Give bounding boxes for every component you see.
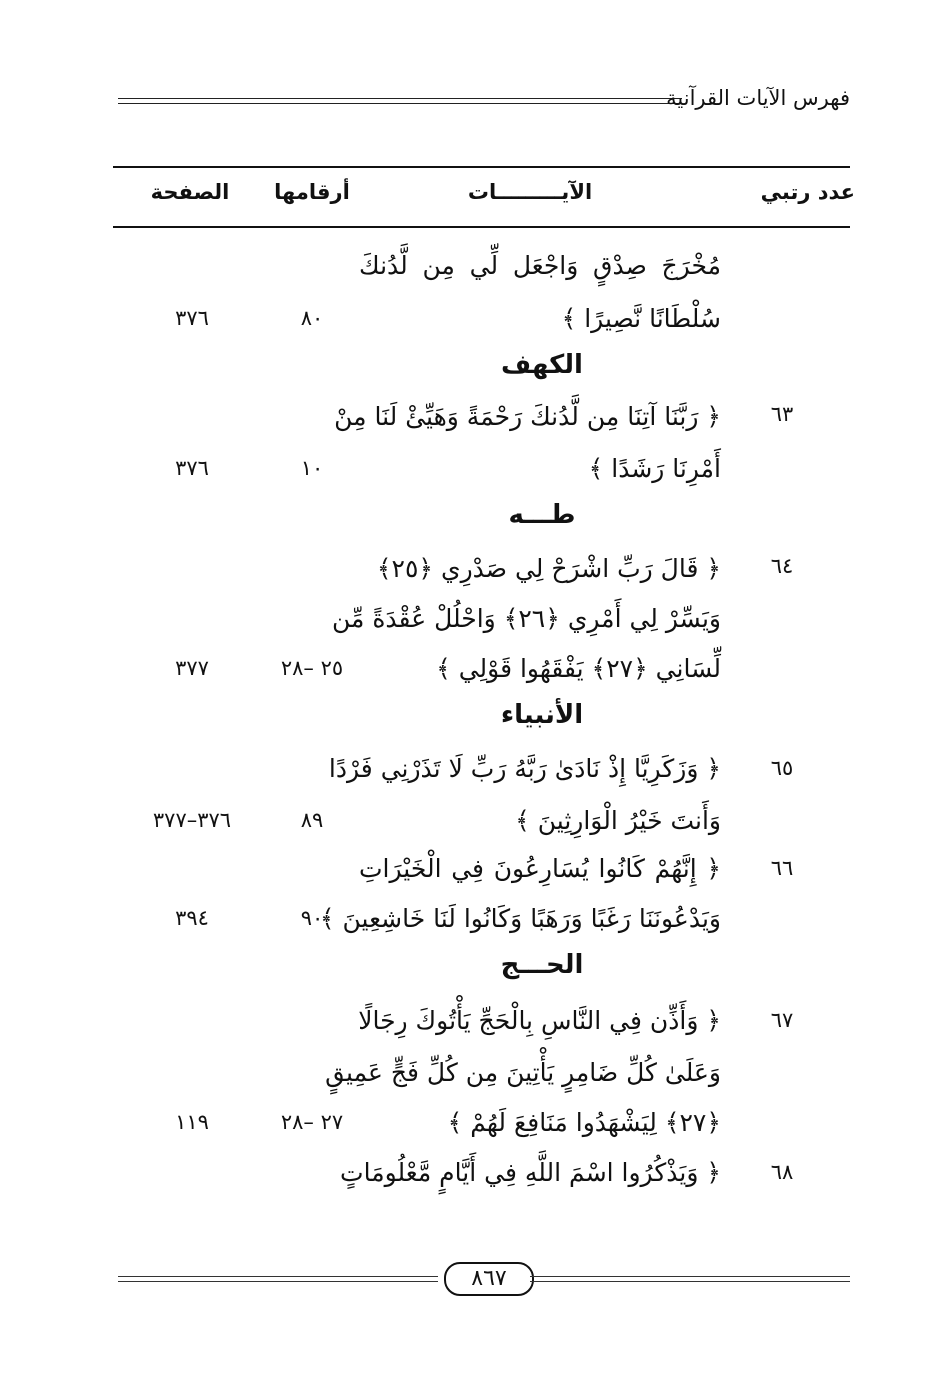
verse-line: ﴿ وَزَكَرِيَّا إِذْ نَادَىٰ رَبَّهُ رَبِّ لَا تَذَرْنِي فَرْدًا [328,754,721,783]
page-footer [118,1262,850,1302]
footer-rule-right [530,1276,850,1282]
page-cell: ٣٧٦ [175,306,209,330]
verse-numbers-cell: ٢٧ –٢٨ [280,1110,344,1134]
verse-numbers-cell: ٨٩ [300,808,324,832]
surah-heading: الأنبياء [500,700,584,730]
verse-line: ﴿ قَالَ رَبِّ اشْرَحْ لِي صَدْرِي ﴿٢٥﴾ [376,554,721,583]
surah-heading: طـــه [508,500,576,530]
footer-rule-left [118,1276,438,1282]
verse-line: وَيَسِّرْ لِي أَمْرِي ﴿٢٦﴾ وَاحْلُلْ عُقْدَةً مِّن [331,604,721,633]
column-header-number: عدد رتبي [760,180,855,204]
verse-line: ﴿ رَبَّنَا آتِنَا مِن لَّدُنكَ رَحْمَةً وَهَيِّئْ لَنَا مِنْ [334,402,721,431]
column-header-page: الصفحة [150,180,230,204]
verse-numbers-cell: ٨٠ [300,306,324,330]
verse-line: لِّسَانِي ﴿٢٧﴾ يَفْقَهُوا قَوْلِي ﴾ [436,654,721,683]
column-header-verses: الآيـــــــــات [467,180,593,204]
surah-heading: الحـــج [500,950,584,980]
verse-line: ﴿ وَأَذِّن فِي النَّاسِ بِالْحَجِّ يَأْتُوكَ رِجَالًا [358,1006,721,1035]
page-number-badge: ٨٦٧ [444,1262,534,1296]
entry-number: ٦٦ [770,856,794,880]
entry-number: ٦٤ [770,554,794,578]
verse-line: ﴿٢٧﴾ لِيَشْهَدُوا مَنَافِعَ لَهُمْ ﴾ [447,1108,721,1137]
surah-heading: الكهف [501,350,583,380]
verse-line: وَيَدْعُونَنَا رَغَبًا وَرَهَبًا وَكَانُوا لَنَا خَاشِعِينَ ﴾ [319,904,721,933]
entry-number: ٦٧ [770,1008,794,1032]
verse-line: مُخْرَجَ صِدْقٍ وَاجْعَل لِّي مِن لَّدُنكَ [359,251,721,280]
page-cell: ١١٩ [175,1110,209,1134]
entry-number: ٦٥ [770,756,794,780]
verse-line: وَعَلَىٰ كُلِّ ضَامِرٍ يَأْتِينَ مِن كُلِّ فَجٍّ عَمِيقٍ [325,1058,721,1087]
verse-numbers-cell: ٢٥ –٢٨ [280,656,344,680]
page-cell: ٣٩٤ [175,906,209,930]
verse-numbers-cell: ٩٠ [300,906,324,930]
entry-number: ٦٨ [770,1160,794,1184]
verse-line: سُلْطَانًا نَّصِيرًا ﴾ [561,304,721,333]
verse-line: ﴿ وَيَذْكُرُوا اسْمَ اللَّهِ فِي أَيَّامٍ مَّعْلُومَاتٍ [340,1158,721,1187]
header-title: فهرس الآيات القرآنية [666,86,850,110]
column-header-verse-numbers: أرقامها [274,180,350,204]
page-cell: ٣٧٧ [175,656,209,680]
page-cell: ٣٧٦ [175,456,209,480]
verse-line: وَأَنتَ خَيْرُ الْوَارِثِينَ ﴾ [515,806,721,835]
entry-number: ٦٣ [770,402,794,426]
verse-line: ﴿ إِنَّهُمْ كَانُوا يُسَارِعُونَ فِي الْخَيْرَاتِ [359,854,721,883]
verse-numbers-cell: ١٠ [300,456,324,480]
page-cell: ٣٧٦–٣٧٧ [152,808,232,832]
verse-line: أَمْرِنَا رَشَدًا ﴾ [588,454,721,483]
